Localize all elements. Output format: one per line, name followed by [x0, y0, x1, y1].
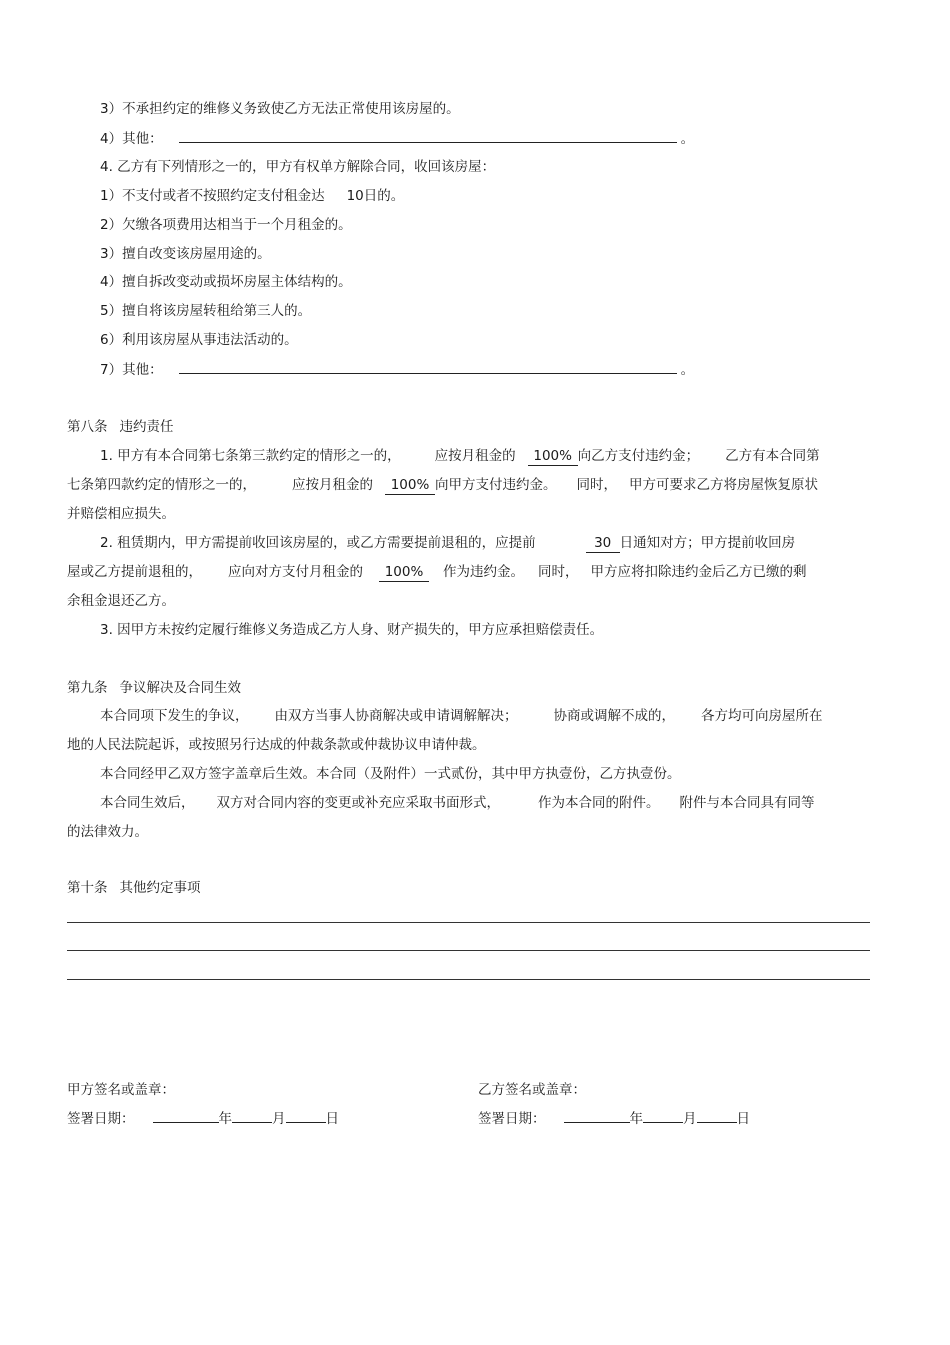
- item-text: 日的。: [363, 188, 405, 204]
- article-9-heading: [67, 678, 241, 698]
- item-label: 7）其他：: [100, 362, 163, 378]
- landlord-terminate-item-6: 6）利用该房屋从事违法活动的。: [100, 332, 298, 348]
- early-termination-rate[interactable]: 100%: [379, 563, 429, 582]
- text: 甲方应将扣除违约金后乙方已缴的剩: [590, 564, 807, 580]
- landlord-terminate-item-2: 2）欠缴各项费用达相当于一个月租金的。: [100, 217, 352, 233]
- landlord-terminate-item-7: [100, 359, 694, 380]
- year-unit: 年: [629, 1111, 643, 1127]
- landlord-terminate-item-5: 5）擅自将该房屋转租给第三人的。: [100, 303, 312, 319]
- party-a-signature-label: 甲方签名或盖章：: [67, 1082, 175, 1098]
- article-10-heading: [67, 878, 201, 898]
- article-9-p3-line2: 的法律效力。: [67, 824, 148, 840]
- article-title: 其他约定事项: [119, 880, 201, 896]
- text: 本合同生效后，: [100, 795, 195, 811]
- article-number: 第八条: [67, 419, 108, 435]
- other-blank-field[interactable]: [179, 128, 677, 143]
- year-field[interactable]: [153, 1108, 219, 1123]
- days-value: 10: [346, 188, 364, 204]
- month-field[interactable]: [232, 1108, 272, 1123]
- month-unit: 月: [683, 1111, 697, 1127]
- item-label: 4）其他：: [100, 131, 163, 147]
- tenant-terminate-item-3: 3）不承担约定的维修义务致使乙方无法正常使用该房屋的。: [100, 101, 460, 117]
- item-end: 。: [680, 362, 695, 378]
- article-9-p2: 本合同经甲乙双方签字盖章后生效。本合同（及附件）一式贰份，其中甲方执壹份，乙方执壹份。: [100, 766, 681, 782]
- article-8-p1-line3: 并赔偿相应损失。: [67, 506, 175, 522]
- article-title: 争议解决及合同生效: [119, 680, 241, 696]
- party-b-signature-label: 乙方签名或盖章：: [478, 1082, 586, 1098]
- day-field[interactable]: [286, 1108, 326, 1123]
- article-number: 第九条: [67, 680, 108, 696]
- article-8-heading: [67, 417, 174, 437]
- article-title: 违约责任: [119, 419, 174, 435]
- item-text: 1）不支付或者不按照约定支付租金达: [100, 188, 325, 204]
- article-8-p2-line1: [100, 533, 795, 553]
- text: 各方均可向房屋所在: [701, 708, 823, 724]
- article-8-p1-line2: [67, 475, 818, 495]
- text: 甲方可要求乙方将房屋恢复原状: [629, 477, 818, 493]
- day-unit: 日: [325, 1111, 339, 1127]
- other-blank-field[interactable]: [179, 359, 677, 374]
- article-8-p2-line3: 余租金退还乙方。: [67, 593, 175, 609]
- article-number: 第十条: [67, 880, 108, 896]
- year-unit: 年: [218, 1111, 232, 1127]
- text: 2. 租赁期内，甲方需提前收回该房屋的，或乙方需要提前退租的，应提前: [100, 535, 536, 551]
- text: 1. 甲方有本合同第七条第三款约定的情形之一的，: [100, 448, 401, 464]
- article-8-p3: 3. 因甲方未按约定履行维修义务造成乙方人身、财产损失的，甲方应承担赔偿责任。: [100, 622, 604, 638]
- text: 同时，: [576, 477, 617, 493]
- landlord-terminate-item-3: 3）擅自改变该房屋用途的。: [100, 246, 271, 262]
- text: 协商或调解不成的，: [553, 708, 675, 724]
- article-9-p1-line2: 地的人民法院起诉，或按照另行达成的仲裁条款或仲裁协议申请仲裁。: [67, 737, 486, 753]
- notice-days-field[interactable]: 30: [586, 534, 620, 553]
- landlord-terminate-intro: 4. 乙方有下列情形之一的，甲方有权单方解除合同，收回该房屋：: [100, 159, 496, 175]
- text: 同时，: [538, 564, 579, 580]
- article-8-p1-line1: [100, 446, 820, 466]
- tenant-terminate-item-4: [100, 128, 694, 149]
- year-field[interactable]: [564, 1108, 630, 1123]
- landlord-terminate-item-4: 4）擅自拆改变动或损坏房屋主体结构的。: [100, 274, 352, 290]
- text: 附件与本合同具有同等: [679, 795, 815, 811]
- other-terms-line-2[interactable]: [67, 950, 870, 951]
- text: 应按月租金的: [292, 477, 373, 493]
- text: 应按月租金的: [434, 448, 516, 464]
- text: 屋或乙方提前退租的，: [67, 564, 202, 580]
- penalty-rate-landlord[interactable]: 100%: [528, 447, 578, 466]
- party-b-sign-date: [478, 1108, 750, 1129]
- text: 乙方有本合同第: [725, 448, 820, 464]
- other-terms-line-1[interactable]: [67, 922, 870, 923]
- text: 由双方当事人协商解决或申请调解解决；: [274, 708, 518, 724]
- date-label: 签署日期：: [67, 1111, 135, 1127]
- article-9-p3-line1: [100, 793, 815, 813]
- other-terms-line-3[interactable]: [67, 979, 870, 980]
- article-9-p1-line1: [100, 706, 823, 726]
- text: 本合同项下发生的争议，: [100, 708, 249, 724]
- text: 七条第四款约定的情形之一的，: [67, 477, 256, 493]
- date-label: 签署日期：: [478, 1111, 546, 1127]
- text: 作为本合同的附件。: [538, 795, 660, 811]
- text: 作为违约金。: [443, 564, 524, 580]
- month-unit: 月: [272, 1111, 286, 1127]
- landlord-terminate-item-1: [100, 186, 404, 206]
- day-unit: 日: [736, 1111, 750, 1127]
- text: 向乙方支付违约金；: [577, 448, 700, 464]
- text: 向甲方支付违约金。: [435, 477, 557, 493]
- article-8-p2-line2: [67, 562, 807, 582]
- text: 双方对合同内容的变更或补充应采取书面形式，: [216, 795, 500, 811]
- penalty-rate-tenant[interactable]: 100%: [385, 476, 435, 495]
- text: 日通知对方；甲方提前收回房: [619, 535, 796, 551]
- item-end: 。: [680, 131, 695, 147]
- party-a-sign-date: [67, 1108, 339, 1129]
- month-field[interactable]: [643, 1108, 683, 1123]
- day-field[interactable]: [697, 1108, 737, 1123]
- text: 应向对方支付月租金的: [228, 564, 363, 580]
